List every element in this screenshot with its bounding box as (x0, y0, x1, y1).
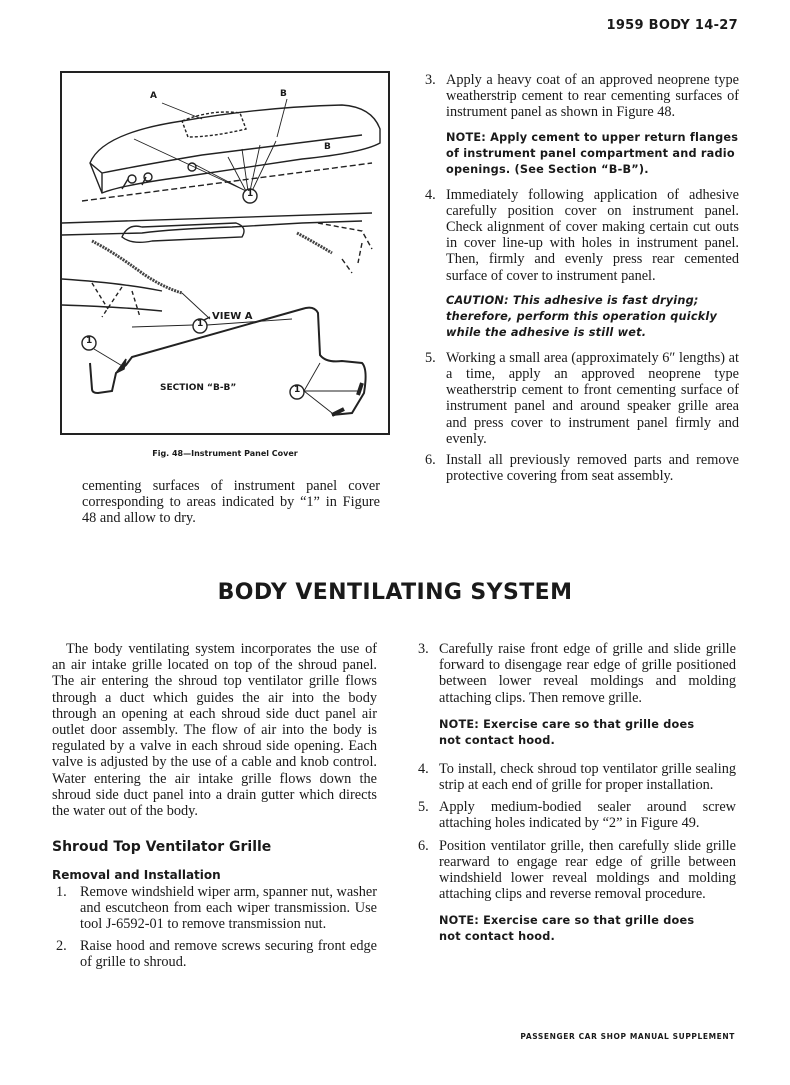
step-text: Apply a heavy coat of an approved neoprene type weatherstrip cement to rear cementing surfaces of instrument panel as shown in Figure 48. (446, 72, 739, 121)
figure-caption: Fig. 48—Instrument Panel Cover (152, 449, 298, 458)
step-6 (425, 452, 739, 484)
step-4 (425, 187, 739, 284)
step-number: 6. (418, 837, 429, 854)
step-number: 4. (425, 186, 436, 203)
step-number: 1. (56, 883, 67, 900)
step-text: Carefully raise front edge of grille and slide grille forward to disengage rear edge of grille positioned between lower reveal moldings and molding attaching clips. Then remove grille. (439, 641, 736, 706)
step-text: To install, check shroud top ventilator grille sealing strip at each end of grille for proper installation. (439, 760, 736, 794)
step-number: 3. (425, 72, 436, 88)
step-2 (56, 938, 377, 970)
step-text: Immediately following application of adhesive carefully position cover on instrument panel. Check alignment of cover making certain cut outs in cover line-up with holes in instrument panel. Then, firmly and evenly press rear cemented surface of cover to instrument panel. (446, 186, 739, 284)
callout-1-section-right: 1 (294, 385, 301, 395)
label-view-a: VIEW A (212, 311, 253, 322)
step-text: Working a small area (approximately 6″ lengths) at a time, apply an approved neoprene type weatherstrip cement to front cementing surface of instrument panel and around speaker grille area and press cover to instrument panel firmly and evenly. (446, 349, 739, 447)
top-left-column (82, 478, 380, 527)
top-right-column (425, 72, 739, 484)
step-number: 2. (56, 938, 67, 955)
note-grille-hood-2: NOTE: Exercise care so that grille does not contact hood. (439, 914, 695, 944)
step-5 (425, 350, 739, 447)
label-section-bb: SECTION “B-B” (160, 383, 237, 393)
step-number: 5. (418, 799, 429, 816)
callout-1-view-a: 1 (197, 319, 204, 329)
step-text: Position ventilator grille, then carefully slide grille rearward to engage rear edge of grille between windshield lower reveal moldings and molding attaching clips and reverse removal procedure. (439, 837, 736, 903)
step-6 (418, 838, 736, 903)
caution-fast-drying: CAUTION: This adhesive is fast drying; therefore, perform this operation quickly while the adhesive is still wet. (446, 293, 718, 339)
subheading-removal-installation: Removal and Installation (52, 868, 221, 883)
subheading-shroud-grille: Shroud Top Ventilator Grille (52, 839, 272, 856)
step-number: 6. (425, 452, 436, 469)
step-4 (418, 761, 736, 793)
section-title: BODY VENTILATING SYSTEM (217, 580, 573, 605)
intro-paragraph: The body ventilating system incorporates the use of an air intake grille located on top of the shroud panel. The air entering the shroud top ventilator grille flows through a duct which guides the air into the body through an opening at each shroud side duct panel air outlet door assembly. The flow of air into the body is regulated by a valve in each shroud side opening. Each valve is adjusted by the use of a cable and knob control. Water entering the air intake grille flows down the shroud side duct panel into a drain gutter which directs the water out of the body. (52, 641, 377, 820)
callout-1-section-left: 1 (86, 336, 93, 346)
step-number: 4. (418, 760, 429, 777)
step-5 (418, 799, 736, 831)
callout-1-upper: 1 (247, 189, 254, 199)
page-header: 1959 BODY 14-27 (606, 18, 738, 33)
note-apply-cement: NOTE: Apply cement to upper return flanges of instrument panel compartment and radio openings. (See Section “B-B”). (446, 130, 739, 176)
note-grille-hood: NOTE: Exercise care so that grille does not contact hood. (439, 717, 695, 747)
label-a: A (150, 91, 157, 101)
label-b-side: B (324, 142, 331, 152)
bottom-left-column (52, 641, 377, 971)
step-3 (418, 641, 736, 706)
step-number: 3. (418, 641, 429, 657)
step-text: Install all previously removed parts and remove protective covering from seat assembly. (446, 452, 739, 485)
page-footer: PASSENGER CAR SHOP MANUAL SUPPLEMENT (520, 1032, 735, 1041)
label-b-top: B (280, 89, 287, 99)
step-text: Raise hood and remove screws securing front edge of grille to shroud. (80, 938, 377, 971)
figure-instrument-panel-cover (60, 71, 390, 435)
step-text: Remove windshield wiper arm, spanner nut, washer and escutcheon from each wiper transmission. Use tool J-6592-01 to remove transmission nut. (80, 883, 377, 933)
step-3 (425, 72, 739, 121)
continued-paragraph: cementing surfaces of instrument panel cover corresponding to areas indicated by “1” in Figure 48 and allow to dry. (82, 478, 380, 527)
step-1 (56, 884, 377, 933)
bottom-right-column (418, 641, 736, 945)
step-text: Apply medium-bodied sealer around screw attaching holes indicated by “2” in Figure 49. (439, 799, 736, 832)
step-number: 5. (425, 349, 436, 366)
